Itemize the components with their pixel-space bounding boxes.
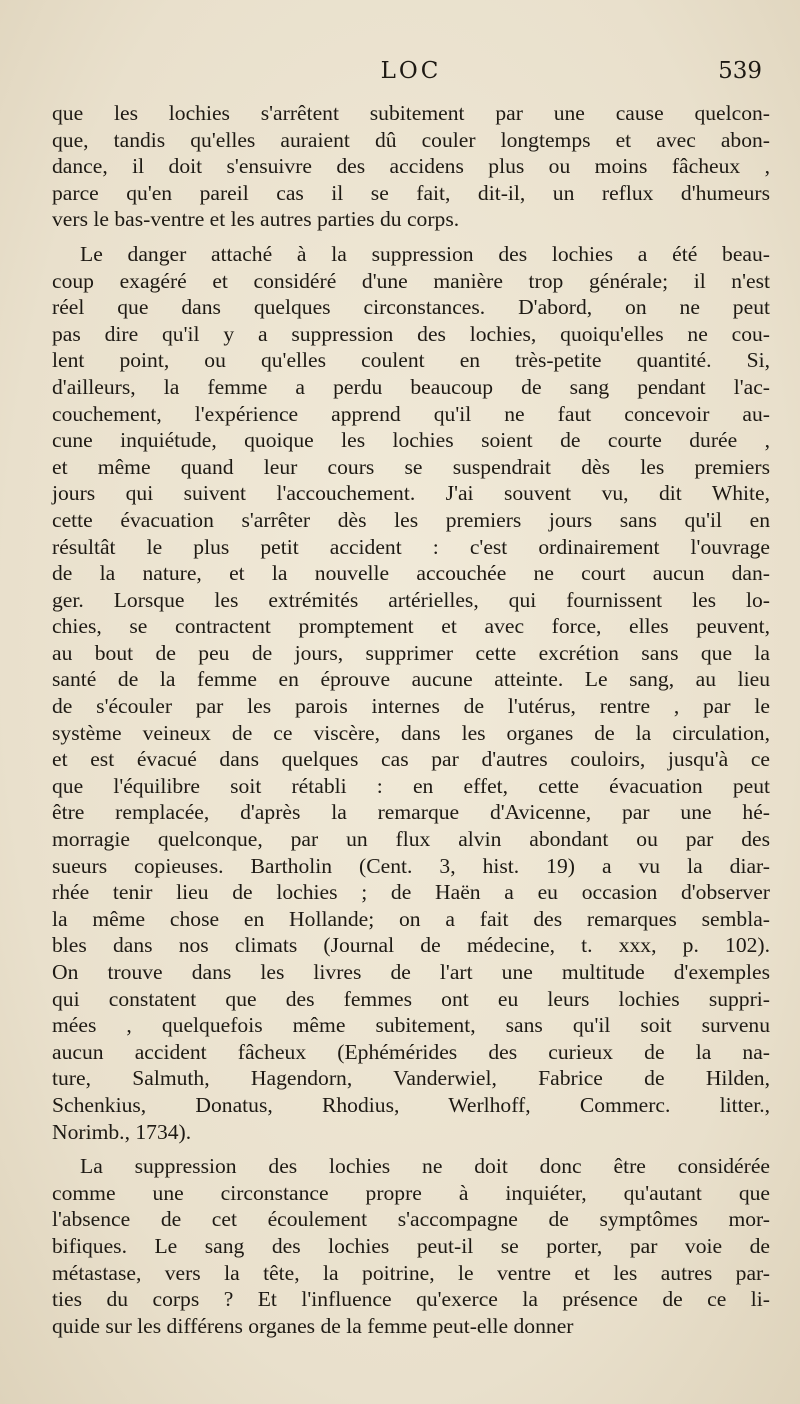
- text-line: cette évacuation s'arrêter dès les premiers jours sans qu'il en: [52, 507, 770, 532]
- paragraph-continuation: [52, 100, 770, 233]
- text-line: parce qu'en pareil cas il se fait, dit-il, un reflux d'humeurs: [52, 180, 770, 205]
- text-line: aucun accident fâcheux (Ephémérides des curieux de la na-: [52, 1039, 770, 1064]
- text-line: et même quand leur cours se suspendrait dès les premiers: [52, 454, 770, 479]
- text-line: ties du corps ? Et l'influence qu'exerce la présence de ce li-: [52, 1287, 770, 1312]
- body-text: [52, 100, 770, 1339]
- text-line: chies, se contractent promptement et avec force, elles peuvent,: [52, 614, 770, 639]
- text-line: coup exagéré et considéré d'une manière trop générale; il n'est: [52, 268, 770, 293]
- text-line: cune inquiétude, quoique les lochies soient de courte durée ,: [52, 428, 770, 453]
- text-line: morragie quelconque, par un flux alvin abondant ou par des: [52, 827, 770, 852]
- text-line: On trouve dans les livres de l'art une multitude d'exemples: [52, 960, 770, 984]
- text-line: lent point, ou qu'elles coulent en très-petite quantité. Si,: [52, 348, 770, 373]
- text-line: Schenkius, Donatus, Rhodius, Werlhoff, Commerc. litter.,: [52, 1092, 770, 1117]
- text-line: rhée tenir lieu de lochies ; de Haën a eu occasion d'observer: [52, 880, 770, 905]
- text-line: qui constatent que des femmes ont eu leurs lochies suppri-: [52, 986, 770, 1011]
- text-line: métastase, vers la tête, la poitrine, le ventre et les autres par-: [52, 1260, 770, 1285]
- text-line: comme une circonstance propre à inquiéter, qu'autant que: [52, 1180, 770, 1205]
- paragraph-lochies-danger: [52, 241, 770, 1145]
- text-line: La suppression des lochies ne doit donc être considérée: [80, 1154, 770, 1179]
- text-line: de la nature, et la nouvelle accouchée ne court aucun dan-: [52, 561, 770, 586]
- text-line: système veineux de ce viscère, dans les organes de la circulation,: [52, 720, 770, 745]
- text-line: bles dans nos climats (Journal de médecine, t. xxx, p. 102).: [52, 933, 770, 958]
- text-line: résultât le plus petit accident : c'est ordinairement l'ouvrage: [52, 534, 770, 559]
- text-line: de s'écouler par les parois internes de l'utérus, rentre , par le: [52, 694, 770, 719]
- text-line: Norimb., 1734).: [52, 1119, 192, 1144]
- text-line: d'ailleurs, la femme a perdu beaucoup de sang pendant l'ac-: [52, 374, 770, 399]
- text-line: réel que dans quelques circonstances. D'abord, on ne peut: [52, 295, 770, 320]
- paragraph-suppression: [52, 1153, 770, 1339]
- text-line: jours qui suivent l'accouchement. J'ai souvent vu, dit White,: [52, 481, 770, 506]
- text-line: au bout de peu de jours, supprimer cette excrétion sans que la: [52, 640, 770, 665]
- text-line: Le danger attaché à la suppression des lochies a été beau-: [80, 241, 770, 266]
- running-head: [52, 58, 770, 100]
- text-line: que les lochies s'arrêtent subitement par une cause quelcon-: [52, 101, 770, 125]
- text-line: l'absence de cet écoulement s'accompagne de symptômes mor-: [52, 1207, 770, 1232]
- text-line: que, tandis qu'elles auraient dû couler longtemps et avec abon-: [52, 127, 770, 152]
- text-line: que l'équilibre soit rétabli : en effet, cette évacuation peut: [52, 773, 770, 798]
- text-line: bifiques. Le sang des lochies peut-il se porter, par voie de: [52, 1233, 770, 1258]
- running-title: LOC: [380, 58, 442, 84]
- page-number: 539: [718, 58, 762, 84]
- text-line: ture, Salmuth, Hagendorn, Vanderwiel, Fabrice de Hilden,: [52, 1066, 770, 1091]
- text-line: vers le bas-ventre et les autres parties du corps.: [52, 207, 460, 232]
- text-line: ger. Lorsque les extrémités artérielles, qui fournissent les lo-: [52, 587, 770, 612]
- text-line: dance, il doit s'ensuivre des accidens plus ou moins fâcheux ,: [52, 154, 770, 179]
- text-line: la même chose en Hollande; on a fait des remarques sembla-: [52, 906, 770, 931]
- text-line: et est évacué dans quelques cas par d'autres couloirs, jusqu'à ce: [52, 747, 770, 772]
- text-line: pas dire qu'il y a suppression des lochies, quoiqu'elles ne cou-: [52, 321, 770, 346]
- text-line: santé de la femme en éprouve aucune atteinte. Le sang, au lieu: [52, 667, 770, 692]
- text-line: sueurs copieuses. Bartholin (Cent. 3, hist. 19) a vu la diar-: [52, 853, 770, 878]
- text-line: couchement, l'expérience apprend qu'il ne faut concevoir au-: [52, 401, 770, 426]
- text-line: quide sur les différens organes de la femme peut-elle donner: [52, 1313, 574, 1338]
- text-line: être remplacée, d'après la remarque d'Avicenne, par une hé-: [52, 800, 770, 825]
- text-line: mées , quelquefois même subitement, sans qu'il soit survenu: [52, 1013, 770, 1038]
